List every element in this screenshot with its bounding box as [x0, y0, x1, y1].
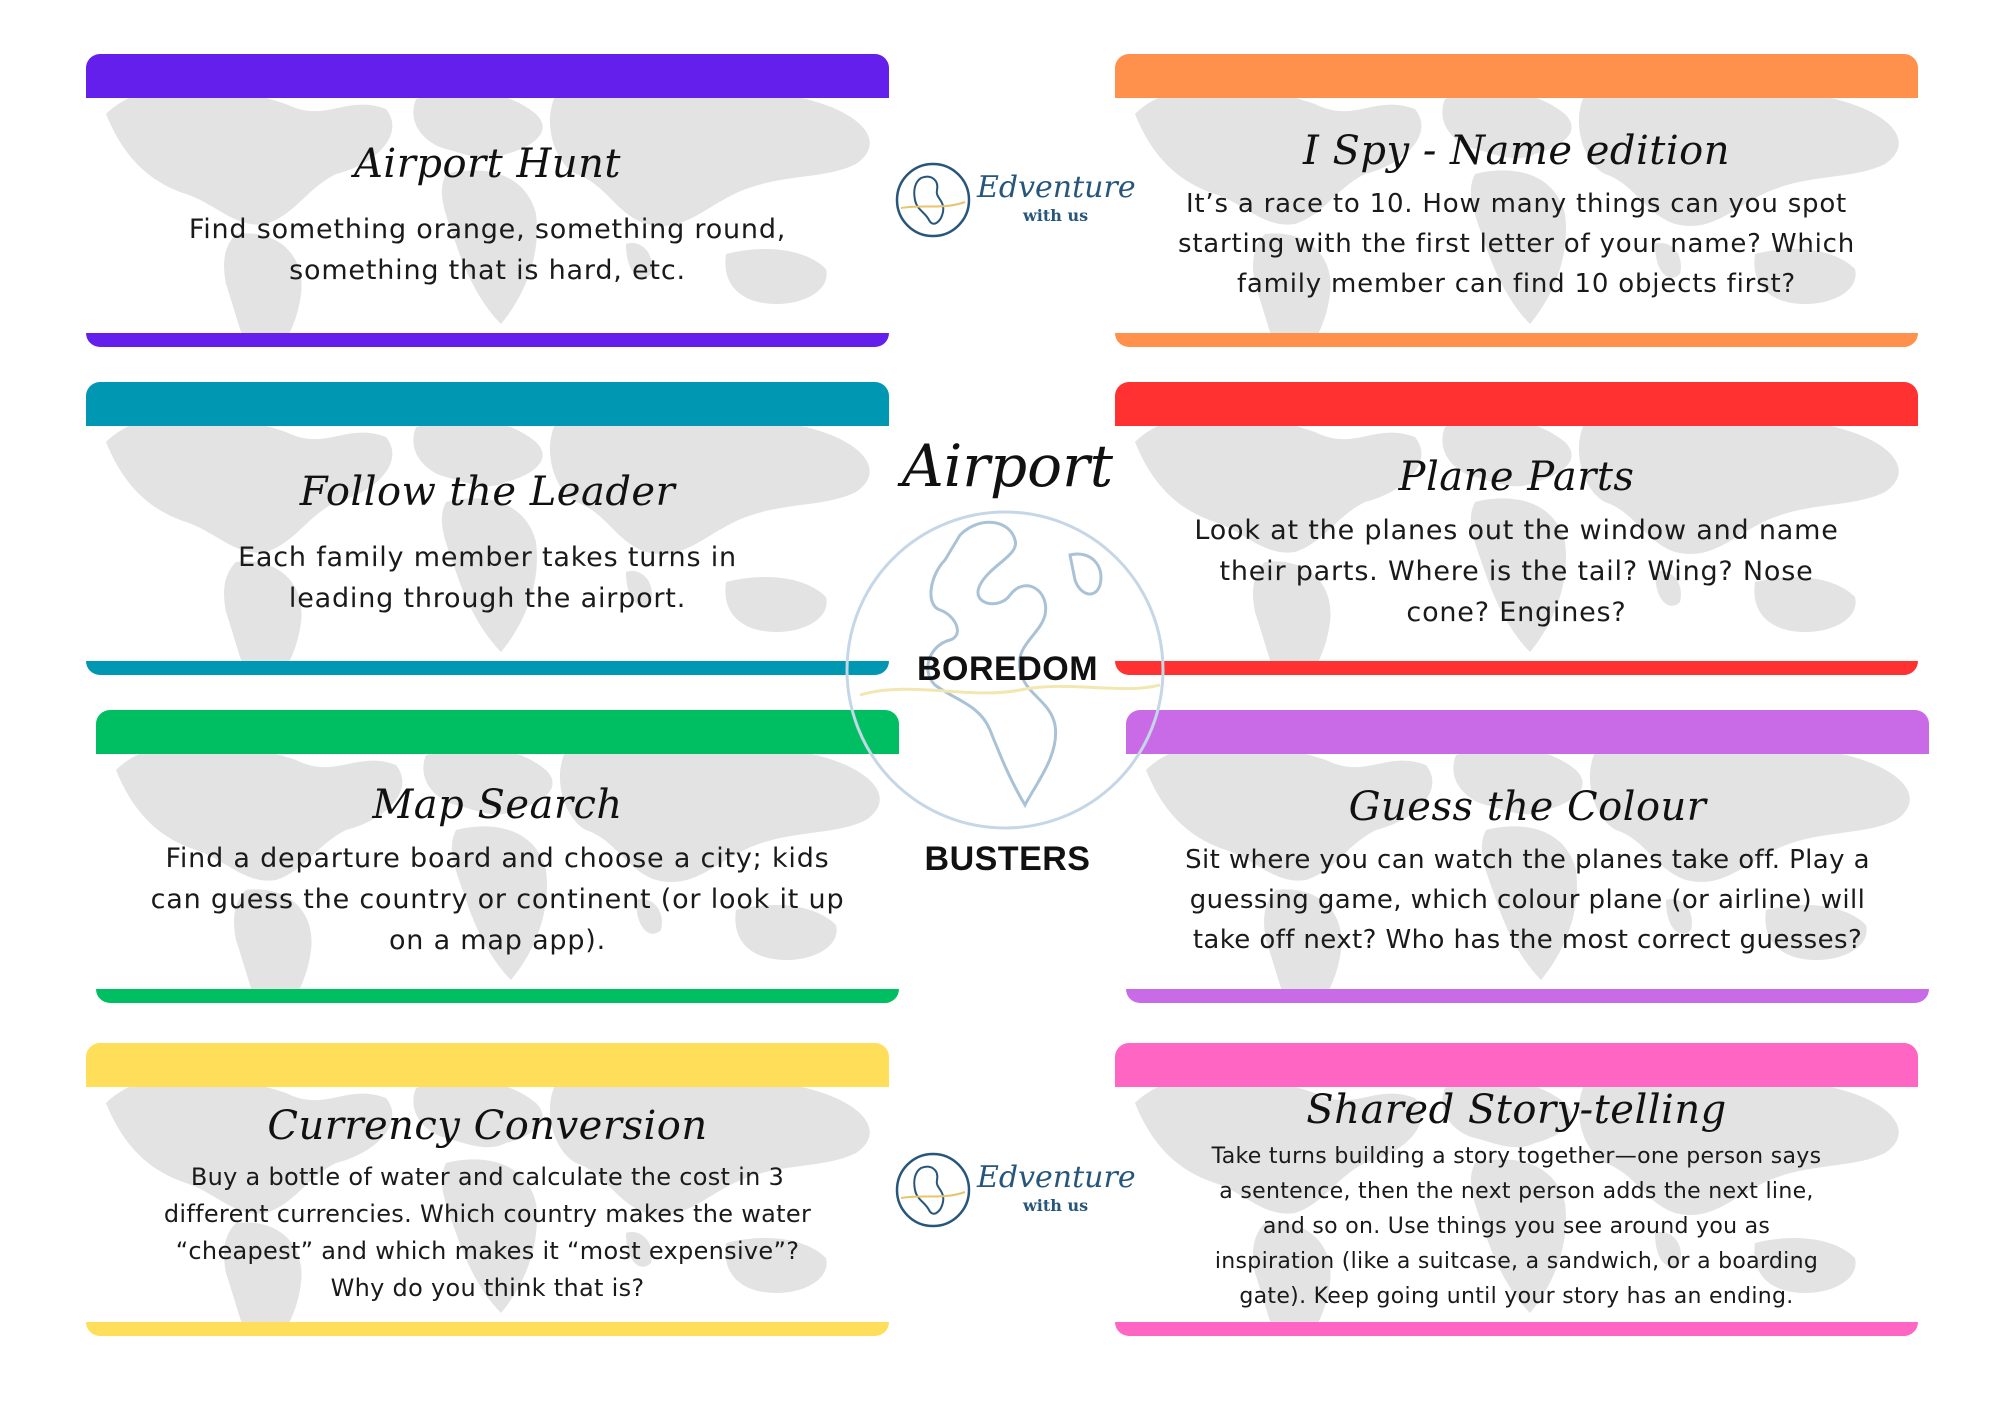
logo-tagline: with us	[1023, 206, 1089, 225]
desc-line: Look at the planes out the window and name	[1194, 515, 1839, 546]
card-top-band	[1115, 54, 1918, 98]
card-title: Guess the Colour	[1348, 783, 1707, 830]
desc-line: Why do you think that is?	[330, 1273, 645, 1302]
logo-wordmark: Edventure	[977, 1160, 1136, 1195]
desc-line: Buy a bottle of water and calculate the cost in 3	[190, 1162, 785, 1191]
card-top-band	[86, 54, 889, 98]
desc-line: gate). Keep going until your story has an ending.	[1239, 1284, 1794, 1309]
desc-line: their parts. Where is the tail? Wing? Nose	[1219, 556, 1814, 587]
card-top-band	[96, 710, 899, 754]
globe-icon	[893, 160, 973, 240]
card-bottom-band	[1126, 989, 1929, 1003]
desc-line: different currencies. Which country makes the water	[163, 1199, 812, 1228]
desc-line: Take turns building a story together—one person says	[1211, 1144, 1822, 1169]
card-bottom-band	[1115, 661, 1918, 675]
card-bottom-band	[1115, 1322, 1918, 1336]
card-bottom-band	[86, 333, 889, 347]
desc-line: Find a departure board and choose a city; kids	[165, 843, 830, 874]
desc-line: Find something orange, something round,	[188, 213, 787, 245]
desc-line: Sit where you can watch the planes take off. Play a	[1185, 844, 1870, 875]
card-top-band	[86, 1043, 889, 1087]
card-description	[164, 1159, 811, 1307]
card-description	[238, 537, 737, 619]
card-description	[1178, 184, 1855, 304]
card-top-band	[1115, 382, 1918, 426]
activity-card-guess-the-colour	[1126, 710, 1929, 1003]
card-description	[1185, 840, 1870, 960]
card-bottom-band	[86, 1322, 889, 1336]
globe-icon	[893, 1150, 973, 1230]
card-description	[189, 209, 786, 291]
logo-wordmark: Edventure	[977, 170, 1136, 205]
activity-card-plane-parts	[1115, 382, 1918, 675]
card-top-band	[1126, 710, 1929, 754]
desc-line: take off next? Who has the most correct guesses?	[1192, 924, 1863, 955]
card-bottom-band	[1115, 333, 1918, 347]
desc-line: Each family member takes turns in	[238, 541, 737, 573]
center-word-busters: BUSTERS	[924, 840, 1091, 878]
card-title: Airport Hunt	[354, 140, 621, 187]
desc-line: It’s a race to 10. How many things can you spot	[1185, 188, 1848, 219]
card-title: I Spy - Name edition	[1302, 127, 1730, 174]
desc-line: starting with the first letter of your name? Which	[1177, 228, 1856, 259]
activity-card-map-search	[96, 710, 899, 1003]
card-title: Map Search	[372, 782, 623, 828]
activity-card-shared-story-telling	[1115, 1043, 1918, 1336]
activity-card-follow-the-leader	[86, 382, 889, 675]
card-title: Currency Conversion	[267, 1102, 708, 1149]
card-top-band	[86, 382, 889, 426]
edventure-logo-top	[893, 160, 1136, 244]
card-top-band	[1115, 1043, 1918, 1087]
desc-line: leading through the airport.	[288, 582, 687, 614]
card-description	[1194, 510, 1838, 633]
card-title: Follow the Leader	[299, 468, 676, 515]
desc-line: cone? Engines?	[1406, 597, 1627, 628]
card-title: Plane Parts	[1398, 454, 1635, 500]
desc-line: a sentence, then the next person adds the next line,	[1219, 1179, 1814, 1204]
center-word-boredom: BOREDOM	[916, 650, 1099, 688]
card-description	[151, 838, 845, 961]
desc-line: family member can find 10 objects first?	[1236, 268, 1797, 299]
desc-line: can guess the country or continent (or look it up	[150, 884, 845, 915]
desc-line: and so on. Use things you see around you as	[1262, 1214, 1771, 1239]
desc-line: “cheapest” and which makes it “most expensive”?	[175, 1236, 800, 1265]
activity-card-currency-conversion	[86, 1043, 889, 1336]
logo-tagline: with us	[1023, 1196, 1089, 1215]
activity-card-airport-hunt	[86, 54, 889, 347]
desc-line: on a map app).	[388, 925, 607, 956]
card-bottom-band	[96, 989, 899, 1003]
edventure-logo-bottom	[893, 1150, 1136, 1234]
card-description	[1212, 1139, 1822, 1314]
desc-line: inspiration (like a suitcase, a sandwich, or a boarding	[1214, 1249, 1819, 1274]
card-title: Shared Story-telling	[1306, 1087, 1727, 1133]
center-title: Airport	[901, 432, 1114, 500]
desc-line: something that is hard, etc.	[289, 254, 686, 286]
activity-card-i-spy	[1115, 54, 1918, 347]
desc-line: guessing game, which colour plane (or airline) will	[1189, 884, 1866, 915]
card-bottom-band	[86, 661, 889, 675]
